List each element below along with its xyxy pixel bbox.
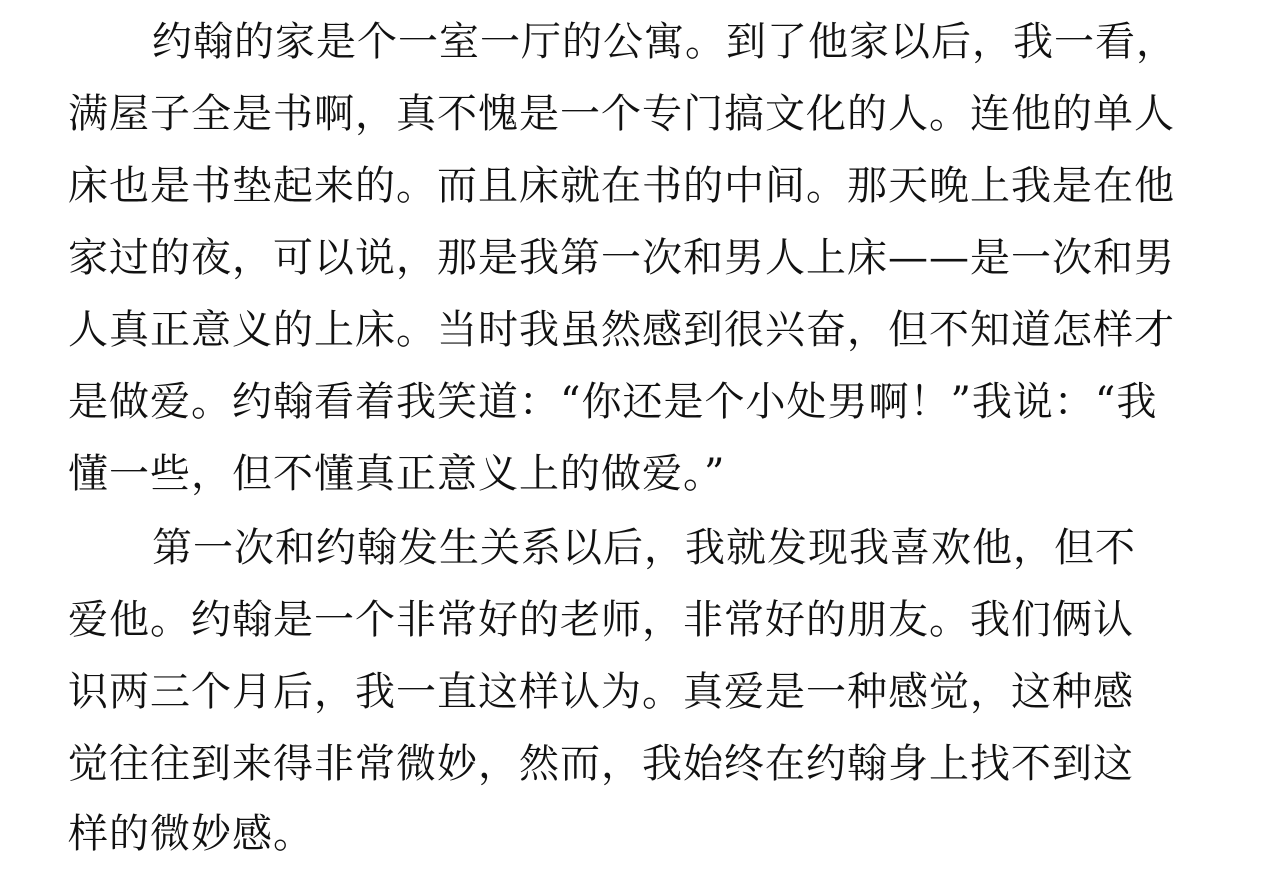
text-line: 懂一些，但不懂真正意义上的做爱。” (68, 451, 726, 497)
text-line: 觉往往到来得非常微妙，然而，我始终在约翰身上找不到这 (68, 741, 1134, 787)
text-line: 人真正意义的上床。当时我虽然感到很兴奋，但不知道怎样才 (68, 307, 1175, 353)
text-line: 床也是书垫起来的。而且床就在书的中间。那天晚上我是在他 (68, 163, 1175, 209)
document-text (68, 6, 1208, 870)
paragraph-1 (68, 6, 1208, 510)
text-line: 样的微妙感。 (68, 811, 314, 857)
text-line: 家过的夜，可以说，那是我第一次和男人上床——是一次和男 (68, 235, 1175, 281)
text-line: 满屋子全是书啊，真不愧是一个专门搞文化的人。连他的单人 (68, 91, 1175, 137)
text-line: 识两三个月后，我一直这样认为。真爱是一种感觉，这种感 (68, 669, 1134, 715)
text-line: 爱他。约翰是一个非常好的老师，非常好的朋友。我们俩认 (68, 597, 1134, 643)
text-line: 约翰的家是个一室一厅的公寓。到了他家以后，我一看， (152, 19, 1177, 65)
paragraph-2 (68, 512, 1208, 870)
text-line: 第一次和约翰发生关系以后，我就发现我喜欢他，但不 (152, 525, 1136, 571)
text-line: 是做爱。约翰看着我笑道：“你还是个小处男啊！”我说：“我 (68, 379, 1158, 425)
